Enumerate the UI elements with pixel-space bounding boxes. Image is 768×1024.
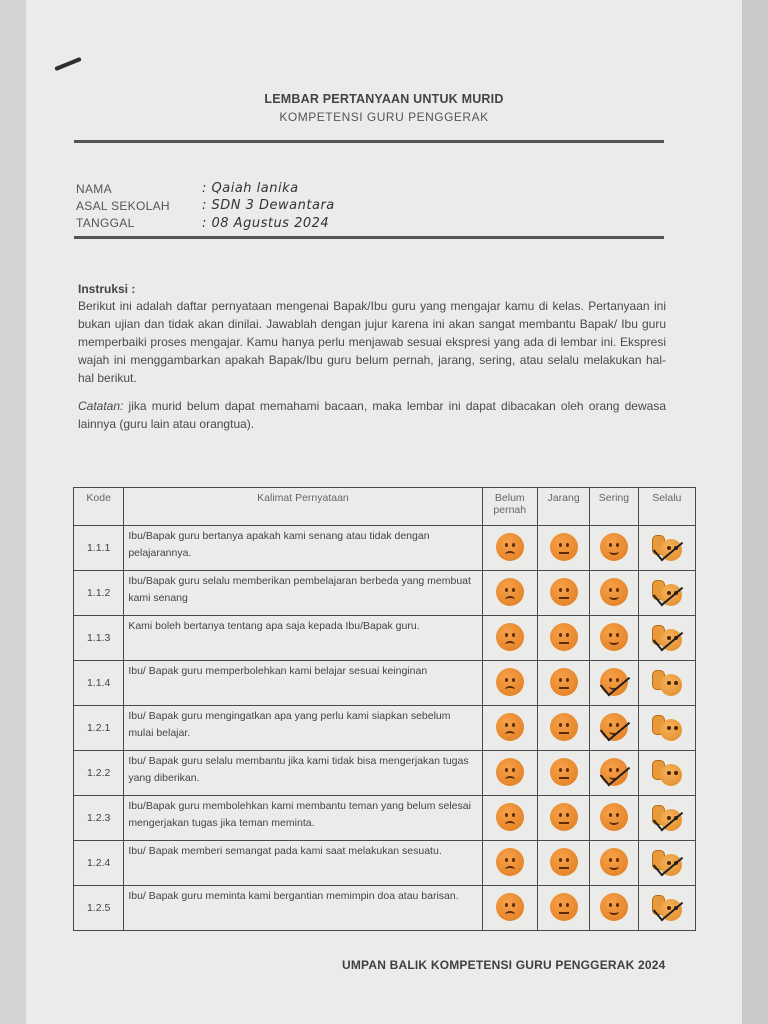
table-row [74, 616, 696, 661]
smiling-face-icon [600, 578, 628, 606]
answer-cell-rarely[interactable] [537, 526, 589, 571]
answer-cell-rarely[interactable] [537, 571, 589, 616]
row-statement: Ibu/ Bapak guru meminta kami bergantian memimpin doa atau barisan. [124, 886, 482, 931]
answer-cell-never[interactable] [482, 526, 537, 571]
thumbs-up-face-icon [652, 668, 682, 696]
table-row [74, 706, 696, 751]
instructions-body: Berikut ini adalah daftar pernyataan mengenai Bapak/Ibu guru yang mengajar kamu di kelas. Pertanyaan ini bukan ujian dan tidak akan dinilai. Jawablah dengan jujur karena ini akan sangat membantu Bapak/ Ibu guru memperbaiki proses mengajar. Kamu hanya perlu menjawab sesuai ekspresi yang ada di lembar ini. Ekspresi wajah ini menggambarkan apakah Bapak/Ibu guru belum pernah, jarang, sering, atau selalu melakukan hal-hal berikut. [78, 299, 666, 385]
answer-cell-rarely[interactable] [537, 841, 589, 886]
sad-face-icon [496, 623, 524, 651]
row-statement: Ibu/Bapak guru membolehkan kami membantu teman yang belum selesai mengerjakan tugas jika teman meminta. [124, 796, 482, 841]
table-row [74, 571, 696, 616]
neutral-face-icon [550, 848, 578, 876]
row-code: 1.2.2 [74, 751, 124, 796]
note-text: jika murid belum dapat memahami bacaan, maka lembar ini dapat dibacakan oleh orang dewasa lainnya (guru lain atau orangtua). [78, 399, 666, 431]
answer-cell-always[interactable] [638, 796, 695, 841]
answer-cell-often[interactable] [590, 706, 638, 751]
note-label: Catatan: [78, 399, 124, 413]
table-row [74, 841, 696, 886]
field-label-tanggal: TANGGAL [76, 216, 135, 230]
row-statement: Kami boleh bertanya tentang apa saja kepada Ibu/Bapak guru. [124, 616, 482, 661]
answer-cell-rarely[interactable] [537, 796, 589, 841]
answer-cell-rarely[interactable] [537, 706, 589, 751]
answer-cell-always[interactable] [638, 526, 695, 571]
sad-face-icon [496, 668, 524, 696]
neutral-face-icon [550, 713, 578, 741]
instructions-title: Instruksi : [78, 282, 136, 296]
row-code: 1.2.3 [74, 796, 124, 841]
field-value-nama: : Qaiah lanika [202, 181, 299, 196]
answer-cell-never[interactable] [482, 841, 537, 886]
neutral-face-icon [550, 668, 578, 696]
field-value-asal-sekolah: : SDN 3 Dewantara [202, 198, 335, 213]
answer-cell-never[interactable] [482, 751, 537, 796]
sad-face-icon [496, 713, 524, 741]
thumbs-up-face-icon [652, 713, 682, 741]
answer-cell-often[interactable] [590, 751, 638, 796]
smiling-face-icon [600, 893, 628, 921]
table-header-row [74, 488, 696, 526]
answer-cell-never[interactable] [482, 616, 537, 661]
smiling-face-icon [600, 533, 628, 561]
answer-cell-never[interactable] [482, 886, 537, 931]
answer-cell-always[interactable] [638, 751, 695, 796]
answer-cell-always[interactable] [638, 616, 695, 661]
header-code: Kode [74, 488, 124, 526]
sad-face-icon [496, 533, 524, 561]
header-never: Belum pernah [482, 488, 537, 526]
header-often: Sering [590, 488, 638, 526]
answer-cell-rarely[interactable] [537, 661, 589, 706]
field-label-nama: NAMA [76, 182, 112, 196]
document-title: LEMBAR PERTANYAAN UNTUK MURID [264, 92, 504, 106]
sad-face-icon [496, 848, 524, 876]
row-code: 1.1.4 [74, 661, 124, 706]
answer-cell-always[interactable] [638, 661, 695, 706]
smiling-face-icon [600, 848, 628, 876]
answer-cell-often[interactable] [590, 571, 638, 616]
row-code: 1.2.1 [74, 706, 124, 751]
answer-cell-rarely[interactable] [537, 616, 589, 661]
answer-cell-often[interactable] [590, 616, 638, 661]
sad-face-icon [496, 758, 524, 786]
row-statement: Ibu/Bapak guru bertanya apakah kami senang atau tidak dengan pelajarannya. [124, 526, 482, 571]
answer-cell-always[interactable] [638, 841, 695, 886]
smiling-face-icon [600, 623, 628, 651]
neutral-face-icon [550, 893, 578, 921]
table-row [74, 526, 696, 571]
answer-cell-never[interactable] [482, 661, 537, 706]
row-code: 1.2.5 [74, 886, 124, 931]
thumbs-up-face-icon [652, 758, 682, 786]
answer-cell-always[interactable] [638, 571, 695, 616]
row-code: 1.1.1 [74, 526, 124, 571]
neutral-face-icon [550, 578, 578, 606]
table-row [74, 751, 696, 796]
desk-background-right [742, 0, 768, 1024]
answer-cell-never[interactable] [482, 796, 537, 841]
answer-cell-always[interactable] [638, 886, 695, 931]
answer-cell-never[interactable] [482, 706, 537, 751]
answer-cell-rarely[interactable] [537, 886, 589, 931]
sad-face-icon [496, 578, 524, 606]
questionnaire-table [73, 487, 696, 931]
neutral-face-icon [550, 758, 578, 786]
answer-cell-always[interactable] [638, 706, 695, 751]
document-footer: UMPAN BALIK KOMPETENSI GURU PENGGERAK 2024 [342, 958, 666, 972]
field-value-tanggal: : 08 Agustus 2024 [202, 216, 330, 231]
row-statement: Ibu/ Bapak guru memperbolehkan kami belajar sesuai keinginan [124, 661, 482, 706]
document-subtitle: KOMPETENSI GURU PENGGERAK [279, 110, 489, 124]
row-code: 1.2.4 [74, 841, 124, 886]
row-code: 1.1.3 [74, 616, 124, 661]
instructions-note [78, 397, 666, 433]
answer-cell-rarely[interactable] [537, 751, 589, 796]
row-statement: Ibu/ Bapak guru selalu membantu jika kami tidak bisa mengerjakan tugas yang diberikan. [124, 751, 482, 796]
neutral-face-icon [550, 803, 578, 831]
answer-cell-often[interactable] [590, 886, 638, 931]
row-statement: Ibu/ Bapak memberi semangat pada kami saat melakukan sesuatu. [124, 841, 482, 886]
header-rule [74, 140, 664, 143]
answer-cell-often[interactable] [590, 841, 638, 886]
answer-cell-often[interactable] [590, 661, 638, 706]
row-statement: Ibu/ Bapak guru mengingatkan apa yang perlu kami siapkan sebelum mulai belajar. [124, 706, 482, 751]
smiling-face-icon [600, 803, 628, 831]
row-code: 1.1.2 [74, 571, 124, 616]
table-row [74, 796, 696, 841]
header-always: Selalu [638, 488, 695, 526]
answer-cell-never[interactable] [482, 571, 537, 616]
header-rarely: Jarang [537, 488, 589, 526]
sad-face-icon [496, 893, 524, 921]
sad-face-icon [496, 803, 524, 831]
row-statement: Ibu/Bapak guru selalu memberikan pembelajaran berbeda yang membuat kami senang [124, 571, 482, 616]
field-label-asal-sekolah: ASAL SEKOLAH [76, 199, 170, 213]
table-row [74, 886, 696, 931]
table-row [74, 661, 696, 706]
fields-rule [74, 236, 664, 239]
answer-cell-often[interactable] [590, 796, 638, 841]
answer-cell-often[interactable] [590, 526, 638, 571]
neutral-face-icon [550, 533, 578, 561]
neutral-face-icon [550, 623, 578, 651]
header-statement: Kalimat Pernyataan [124, 488, 482, 526]
desk-background-left [0, 0, 26, 1024]
